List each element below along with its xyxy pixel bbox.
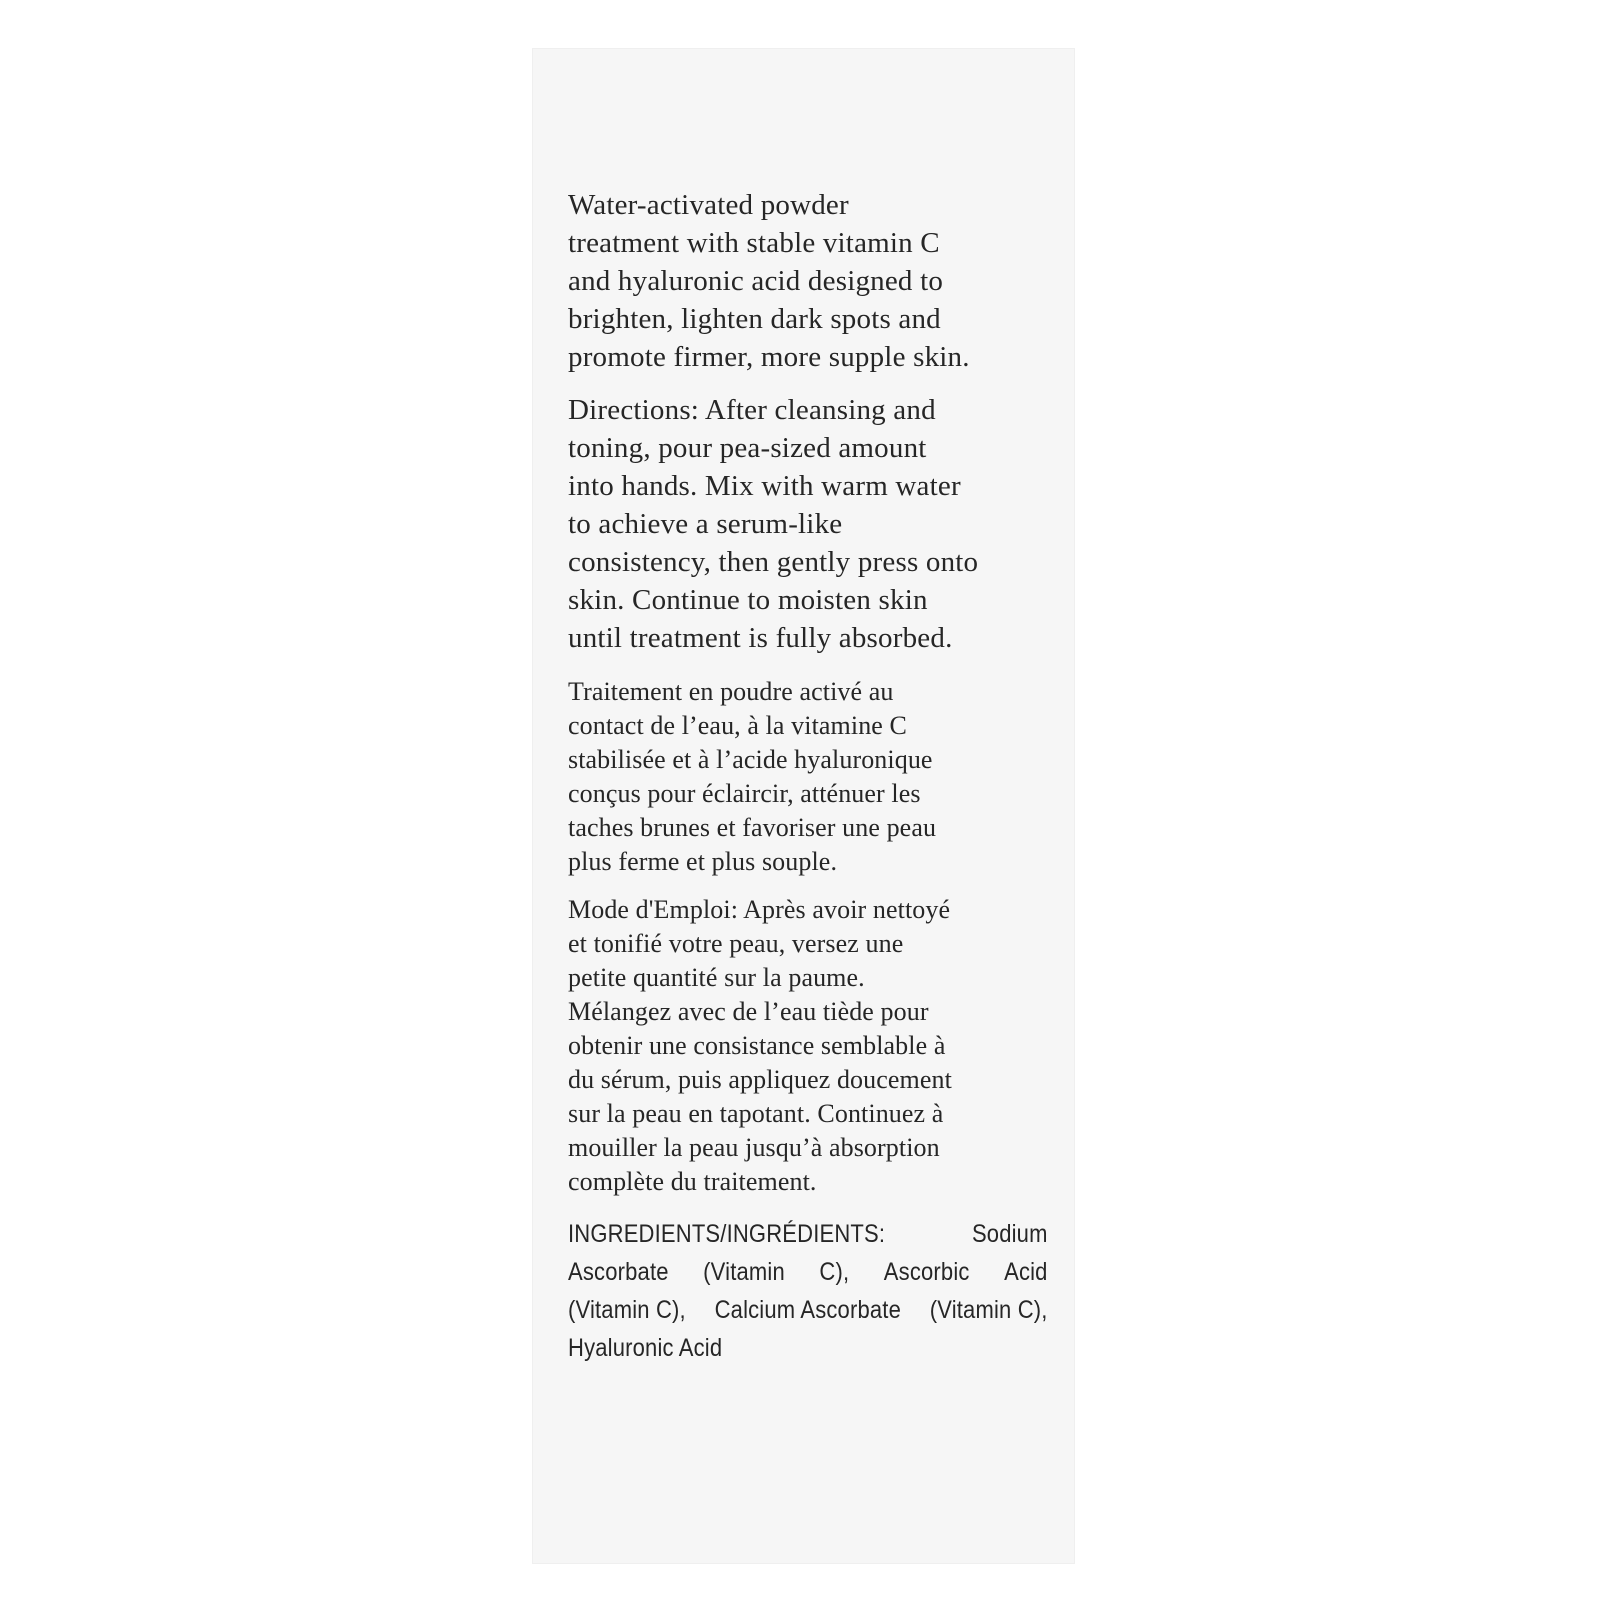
description-en-line: and hyaluronic acid designed to [568, 265, 944, 297]
ingredients-word: Ascorbate [568, 1258, 669, 1286]
description-en-line: Water-activated powder [568, 189, 849, 221]
directions-en [568, 391, 1048, 657]
description-en-line: promote firmer, more supple skin. [568, 341, 970, 373]
ingredients-word: (Vitamin C), [568, 1296, 686, 1324]
description-en [568, 186, 1048, 376]
ingredients-row [568, 1291, 1048, 1329]
directions-fr-line: Mélangez avec de l’eau tiède pour [568, 997, 929, 1026]
description-fr-line: contact de l’eau, à la vitamine C [568, 711, 907, 740]
directions-en-line: until treatment is fully absorbed. [568, 622, 953, 654]
package-panel [532, 48, 1075, 1564]
directions-fr-line: Mode d'Emploi: Après avoir nettoyé [568, 895, 951, 924]
directions-fr-line: sur la peau en tapotant. Continuez à [568, 1099, 944, 1128]
ingredients-row [568, 1329, 1048, 1367]
directions-fr-line: complète du traitement. [568, 1167, 817, 1196]
ingredients-row [568, 1215, 1048, 1253]
ingredients-word: Ascorbic [883, 1258, 970, 1286]
ingredients-word: (Vitamin C), [929, 1296, 1048, 1324]
directions-fr-line: mouiller la peau jusqu’à absorption [568, 1133, 940, 1162]
description-fr [568, 675, 1048, 879]
directions-en-line: skin. Continue to moisten skin [568, 584, 928, 616]
ingredients-word: Hyaluronic Acid [568, 1334, 723, 1362]
directions-fr-line: et tonifié votre peau, versez une [568, 929, 904, 958]
directions-fr [568, 893, 1048, 1199]
directions-en-line: into hands. Mix with warm water [568, 470, 961, 502]
description-en-line: treatment with stable vitamin C [568, 227, 940, 259]
directions-en-line: to achieve a serum-like [568, 508, 843, 540]
description-fr-line: conçus pour éclaircir, atténuer les [568, 779, 921, 808]
description-en-line: brighten, lighten dark spots and [568, 303, 941, 335]
ingredients-word: (Vitamin [703, 1258, 785, 1286]
description-fr-line: plus ferme et plus souple. [568, 847, 838, 876]
directions-en-line: toning, pour pea-sized amount [568, 432, 927, 464]
directions-fr-line: petite quantité sur la paume. [568, 963, 865, 992]
ingredients-word: INGREDIENTS/INGRÉDIENTS: [568, 1220, 886, 1248]
directions-fr-line: obtenir une consistance semblable à [568, 1031, 946, 1060]
directions-en-line: consistency, then gently press onto [568, 546, 979, 578]
description-fr-line: Traitement en poudre activé au [568, 677, 894, 706]
ingredients-word: Acid [1004, 1258, 1048, 1286]
description-fr-line: taches brunes et favoriser une peau [568, 813, 937, 842]
ingredients-word: C), [819, 1258, 850, 1286]
ingredients-list [568, 1215, 1048, 1367]
ingredients-row [568, 1253, 1048, 1291]
ingredients-word: Calcium Ascorbate [714, 1296, 901, 1324]
description-fr-line: stabilisée et à l’acide hyaluronique [568, 745, 933, 774]
package-text [568, 186, 1048, 1367]
directions-en-line: Directions: After cleansing and [568, 394, 936, 426]
directions-fr-line: du sérum, puis appliquez doucement [568, 1065, 952, 1094]
ingredients-word: Sodium [971, 1220, 1048, 1248]
